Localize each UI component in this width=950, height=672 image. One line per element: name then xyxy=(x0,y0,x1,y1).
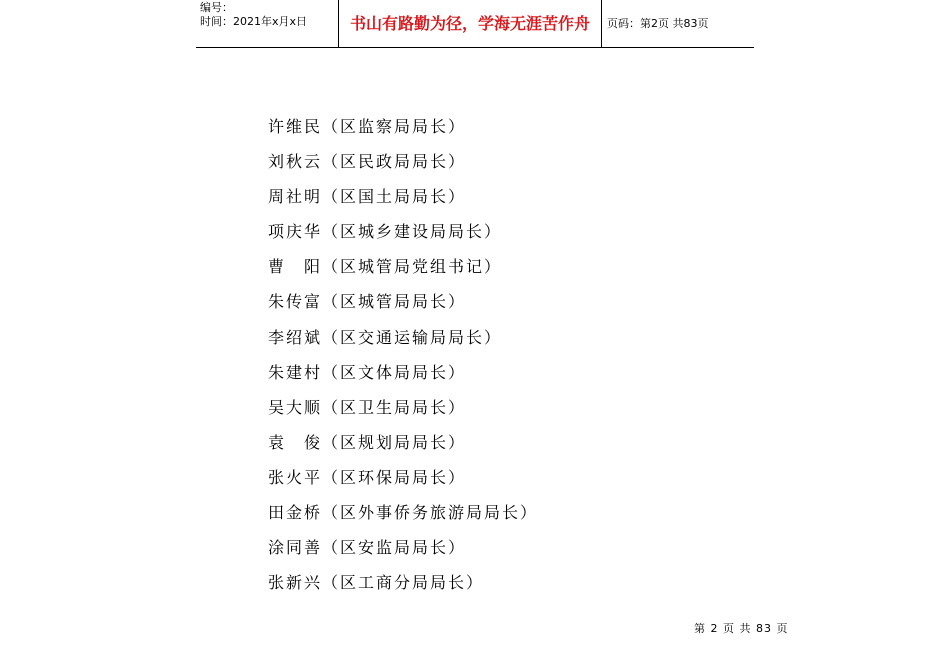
header-motto: 书山有路勤为径，学海无涯苦作舟 xyxy=(349,14,590,33)
list-item: 张新兴（区工商分局局长） xyxy=(268,573,485,593)
header-meta xyxy=(196,0,342,48)
header-divider xyxy=(601,0,602,47)
page-footer: 第 2 页 共 83 页 xyxy=(694,622,789,635)
list-item: 朱传富（区城管局局长） xyxy=(268,292,467,312)
list-item: 袁 俊（区规划局局长） xyxy=(268,432,467,452)
member-list xyxy=(268,109,538,600)
page-header xyxy=(196,0,754,48)
list-item: 涂同善（区安监局局长） xyxy=(268,538,467,558)
list-item: 朱建村（区文体局局长） xyxy=(268,362,467,382)
list-item: 张火平（区环保局局长） xyxy=(268,467,467,487)
list-item: 田金桥（区外事侨务旅游局局长） xyxy=(268,503,539,523)
document-number-label: 编号： xyxy=(200,1,233,14)
list-item: 李绍斌（区交通运输局局长） xyxy=(268,327,503,347)
list-item: 曹 阳（区城管局党组书记） xyxy=(268,257,503,277)
list-item: 吴大顺（区卫生局局长） xyxy=(268,397,467,417)
list-item: 项庆华（区城乡建设局局长） xyxy=(268,222,503,242)
header-page-info: 页码：第2页 共83页 xyxy=(607,17,709,30)
document-time-label: 时间：2021年x月x日 xyxy=(200,15,308,28)
list-item: 许维民（区监察局局长） xyxy=(268,117,467,136)
list-item: 周社明（区国土局局长） xyxy=(268,187,467,207)
list-item: 刘秋云（区民政局局长） xyxy=(268,152,467,172)
